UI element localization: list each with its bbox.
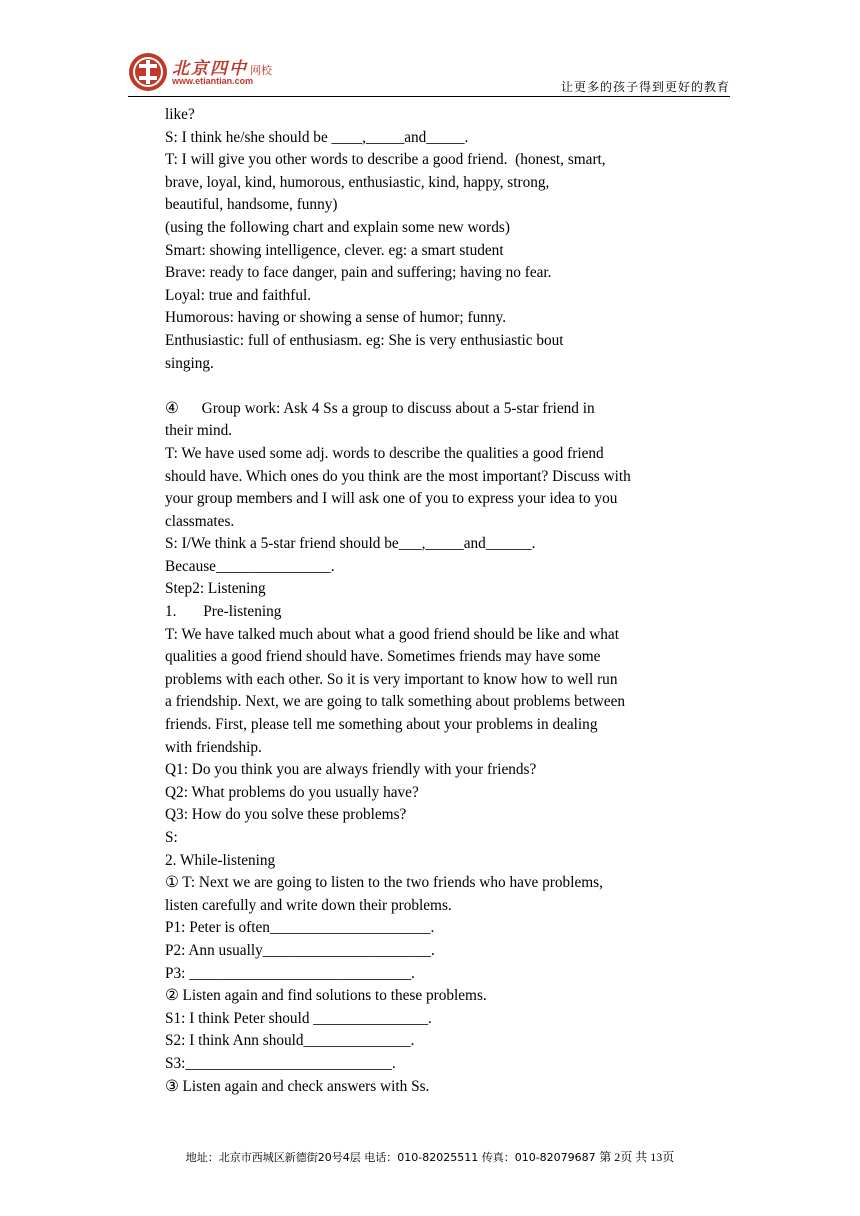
text-line: (using the following chart and explain some new words)	[165, 218, 510, 236]
text-line: Loyal: true and faithful.	[165, 286, 312, 304]
text-line: P2: Ann usually______________________.	[165, 941, 435, 959]
text-line: like?	[165, 106, 195, 123]
text-line: S2: I think Ann should______________.	[165, 1032, 415, 1050]
text-line: Because_______________.	[165, 557, 335, 575]
text-line: S3:___________________________.	[165, 1054, 396, 1072]
text-line: T: We have used some adj. words to describe the qualities a good friend	[165, 444, 604, 462]
text-line: 2. While-listening	[165, 851, 276, 869]
text-line: ③ Listen again and check answers with Ss.	[165, 1077, 430, 1095]
footer-address: 地址：北京市西城区新德街20号4层 电话：010-82025511 传真：010-82079687	[185, 1151, 596, 1164]
text-line: your group members and I will ask one of you to express your idea to you	[165, 490, 618, 508]
text-line: with friendship.	[165, 738, 262, 756]
logo-url: www.etiantian.com	[172, 76, 254, 86]
footer-page-number: 第 2页 共 13页	[599, 1150, 675, 1164]
page-header	[128, 48, 730, 98]
text-line: P1: Peter is often_____________________.	[165, 919, 435, 937]
logo-name: 北京四中	[172, 59, 248, 79]
text-line: ① T: Next we are going to listen to the two friends who have problems,	[165, 874, 603, 892]
text-line: S:	[165, 829, 178, 846]
text-line: should have. Which ones do you think are the most important? Discuss with	[165, 467, 631, 485]
text-line: S1: I think Peter should _______________.	[165, 1009, 432, 1027]
text-line: problems with each other. So it is very important to know how to well run	[165, 670, 618, 688]
text-line: Q3: How do you solve these problems?	[165, 806, 407, 824]
header-slogan: 让更多的孩子得到更好的教育	[560, 80, 730, 94]
text-line: S: I think he/she should be ____,_____and_____.	[165, 128, 469, 146]
text-line: listen carefully and write down their problems.	[165, 896, 452, 914]
text-line: brave, loyal, kind, humorous, enthusiastic, kind, happy, strong,	[165, 173, 550, 191]
text-line: beautiful, handsome, funny)	[165, 196, 338, 214]
text-line: Brave: ready to face danger, pain and suffering; having no fear.	[165, 264, 552, 282]
text-line: Smart: showing intelligence, clever. eg: a smart student	[165, 241, 504, 259]
text-line: classmates.	[165, 512, 235, 530]
text-line: Step2: Listening	[165, 580, 266, 598]
text-line: qualities a good friend should have. Sometimes friends may have some	[165, 648, 601, 666]
document-body	[165, 104, 710, 1098]
text-line: S: I/We think a 5-star friend should be___,_____and______.	[165, 535, 536, 553]
logo-suffix: 网校	[250, 64, 272, 77]
text-line: singing.	[165, 354, 214, 372]
text-line: Enthusiastic: full of enthusiasm. eg: She is very enthusiastic bout	[165, 331, 564, 349]
text-line: Q2: What problems do you usually have?	[165, 783, 419, 801]
text-line: T: I will give you other words to describe a good friend. (honest, smart,	[165, 151, 606, 169]
text-line: ② Listen again and find solutions to these problems.	[165, 987, 487, 1005]
text-line: a friendship. Next, we are going to talk something about problems between	[165, 693, 626, 711]
text-line: T: We have talked much about what a good friend should be like and what	[165, 625, 619, 643]
text-line: Q1: Do you think you are always friendly with your friends?	[165, 761, 537, 779]
page-footer	[0, 1148, 860, 1165]
text-line: ④ Group work: Ask 4 Ss a group to discuss about a 5-star friend in	[165, 399, 595, 417]
header-divider	[128, 96, 730, 97]
text-line: friends. First, please tell me something about your problems in dealing	[165, 716, 598, 734]
text-line: 1. Pre-listening	[165, 603, 282, 621]
blank-line	[165, 375, 710, 398]
text-line: P3: _____________________________.	[165, 964, 415, 982]
school-seal-icon	[128, 52, 168, 92]
text-line: their mind.	[165, 422, 233, 440]
text-line: Humorous: having or showing a sense of humor; funny.	[165, 309, 507, 327]
